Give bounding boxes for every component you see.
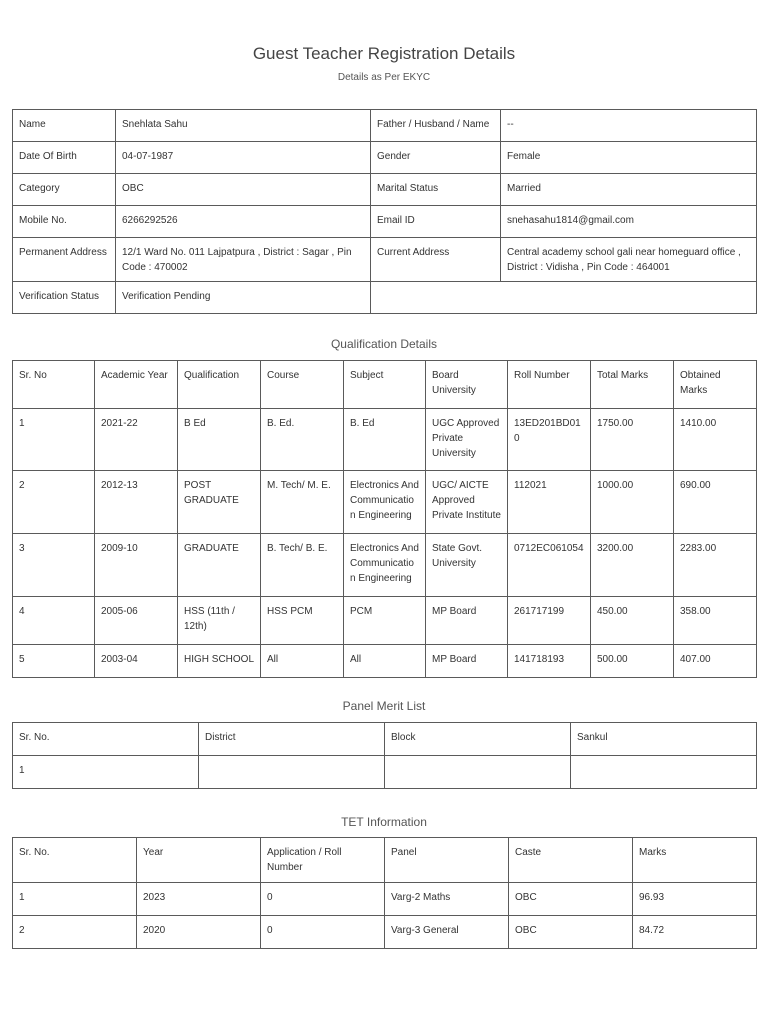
table-header-row [13, 723, 757, 756]
table-cell: 2021-22 [95, 409, 178, 471]
table-cell: All [344, 645, 426, 678]
panel-merit-table [12, 722, 757, 789]
panel-section-title: Panel Merit List [342, 699, 426, 713]
dob-value: 04-07-1987 [116, 142, 371, 174]
column-header: Total Marks [591, 361, 674, 409]
table-cell: Varg-3 General [385, 916, 509, 949]
table-cell: 3200.00 [591, 534, 674, 597]
table-cell: 1750.00 [591, 409, 674, 471]
tet-table [12, 837, 757, 949]
table-cell: 96.93 [633, 883, 757, 916]
mobile-label: Mobile No. [13, 206, 116, 238]
table-cell: 261717199 [508, 597, 591, 645]
email-label: Email ID [371, 206, 501, 238]
table-header-row [13, 838, 757, 883]
table-row [13, 597, 757, 645]
table-row [13, 471, 757, 534]
father-label: Father / Husband / Name [371, 110, 501, 142]
table-cell: 1000.00 [591, 471, 674, 534]
table-row [13, 756, 757, 789]
table-row [13, 409, 757, 471]
column-header: Caste [509, 838, 633, 883]
table-cell: Varg-2 Maths [385, 883, 509, 916]
table-cell: POST GRADUATE [178, 471, 261, 534]
column-header: Roll Number [508, 361, 591, 409]
table-cell [385, 756, 571, 789]
table-cell: UGC Approved Private University [426, 409, 508, 471]
table-row [13, 282, 757, 314]
column-header: Sr. No [13, 361, 95, 409]
table-cell: 0712EC061054 [508, 534, 591, 597]
column-header: Board University [426, 361, 508, 409]
table-cell: OBC [509, 916, 633, 949]
table-cell: 4 [13, 597, 95, 645]
table-cell: 2009-10 [95, 534, 178, 597]
dob-label: Date Of Birth [13, 142, 116, 174]
table-cell: 407.00 [674, 645, 757, 678]
table-cell: B. Ed [344, 409, 426, 471]
table-row [13, 645, 757, 678]
column-header: Subject [344, 361, 426, 409]
gender-label: Gender [371, 142, 501, 174]
table-cell: 0 [261, 916, 385, 949]
table-cell [199, 756, 385, 789]
table-cell: 13ED201BD010 [508, 409, 591, 471]
column-header: Course [261, 361, 344, 409]
table-cell: 84.72 [633, 916, 757, 949]
table-cell: B. Ed. [261, 409, 344, 471]
table-cell: MP Board [426, 645, 508, 678]
table-cell: Electronics And Communication Engineering [344, 534, 426, 597]
table-cell: 358.00 [674, 597, 757, 645]
table-cell: 2012-13 [95, 471, 178, 534]
name-value: Snehlata Sahu [116, 110, 371, 142]
table-row [13, 238, 757, 282]
table-cell: 500.00 [591, 645, 674, 678]
column-header: Sankul [571, 723, 757, 756]
table-cell: 2003-04 [95, 645, 178, 678]
column-header: Application / Roll Number [261, 838, 385, 883]
table-cell: M. Tech/ M. E. [261, 471, 344, 534]
table-header-row [13, 361, 757, 409]
page-title: Guest Teacher Registration Details [252, 44, 516, 63]
column-header: Year [137, 838, 261, 883]
column-header: District [199, 723, 385, 756]
table-cell: 141718193 [508, 645, 591, 678]
column-header: Obtained Marks [674, 361, 757, 409]
table-cell: 2283.00 [674, 534, 757, 597]
current-address-value: Central academy school gali near homeguard office , District : Vidisha , Pin Code : 464001 [501, 238, 757, 282]
marital-value: Married [501, 174, 757, 206]
father-value: -- [501, 110, 757, 142]
mobile-value: 6266292526 [116, 206, 371, 238]
column-header: Academic Year [95, 361, 178, 409]
table-cell: 0 [261, 883, 385, 916]
column-header: Sr. No. [13, 838, 137, 883]
personal-details-table [12, 109, 757, 314]
table-cell: B. Tech/ B. E. [261, 534, 344, 597]
empty-cell [371, 282, 757, 314]
category-value: OBC [116, 174, 371, 206]
table-row [13, 534, 757, 597]
table-cell: State Govt. University [426, 534, 508, 597]
qualification-table [12, 360, 757, 678]
table-cell: 5 [13, 645, 95, 678]
category-label: Category [13, 174, 116, 206]
table-cell: 112021 [508, 471, 591, 534]
qualification-section-title: Qualification Details [330, 337, 438, 351]
column-header: Marks [633, 838, 757, 883]
verification-status-label: Verification Status [13, 282, 116, 314]
table-row [13, 916, 757, 949]
table-cell: 2023 [137, 883, 261, 916]
table-row [13, 883, 757, 916]
table-cell: 690.00 [674, 471, 757, 534]
column-header: Qualification [178, 361, 261, 409]
permanent-address-label: Permanent Address [13, 238, 116, 282]
marital-label: Marital Status [371, 174, 501, 206]
table-cell: 2 [13, 916, 137, 949]
table-cell: All [261, 645, 344, 678]
table-cell: B Ed [178, 409, 261, 471]
column-header: Block [385, 723, 571, 756]
table-cell: 3 [13, 534, 95, 597]
table-cell: PCM [344, 597, 426, 645]
table-row [13, 174, 757, 206]
table-cell: UGC/ AICTE Approved Private Institute [426, 471, 508, 534]
name-label: Name [13, 110, 116, 142]
table-cell: 450.00 [591, 597, 674, 645]
verification-status-value: Verification Pending [116, 282, 371, 314]
table-cell: 2020 [137, 916, 261, 949]
permanent-address-value: 12/1 Ward No. 011 Lajpatpura , District : Sagar , Pin Code : 470002 [116, 238, 371, 282]
table-cell: 2005-06 [95, 597, 178, 645]
column-header: Sr. No. [13, 723, 199, 756]
table-cell: HSS (11th / 12th) [178, 597, 261, 645]
table-row [13, 206, 757, 238]
table-cell: HIGH SCHOOL [178, 645, 261, 678]
email-value: snehasahu1814@gmail.com [501, 206, 757, 238]
table-cell: MP Board [426, 597, 508, 645]
table-cell: HSS PCM [261, 597, 344, 645]
page-subtitle: Details as Per EKYC [337, 72, 431, 83]
table-cell: Electronics And Communication Engineering [344, 471, 426, 534]
table-cell: 1410.00 [674, 409, 757, 471]
current-address-label: Current Address [371, 238, 501, 282]
table-cell [571, 756, 757, 789]
table-cell: GRADUATE [178, 534, 261, 597]
table-cell: 2 [13, 471, 95, 534]
gender-value: Female [501, 142, 757, 174]
table-cell: 1 [13, 883, 137, 916]
table-cell: 1 [13, 756, 199, 789]
table-row [13, 142, 757, 174]
table-row [13, 110, 757, 142]
tet-section-title: TET Information [341, 815, 427, 829]
table-cell: OBC [509, 883, 633, 916]
table-cell: 1 [13, 409, 95, 471]
column-header: Panel [385, 838, 509, 883]
